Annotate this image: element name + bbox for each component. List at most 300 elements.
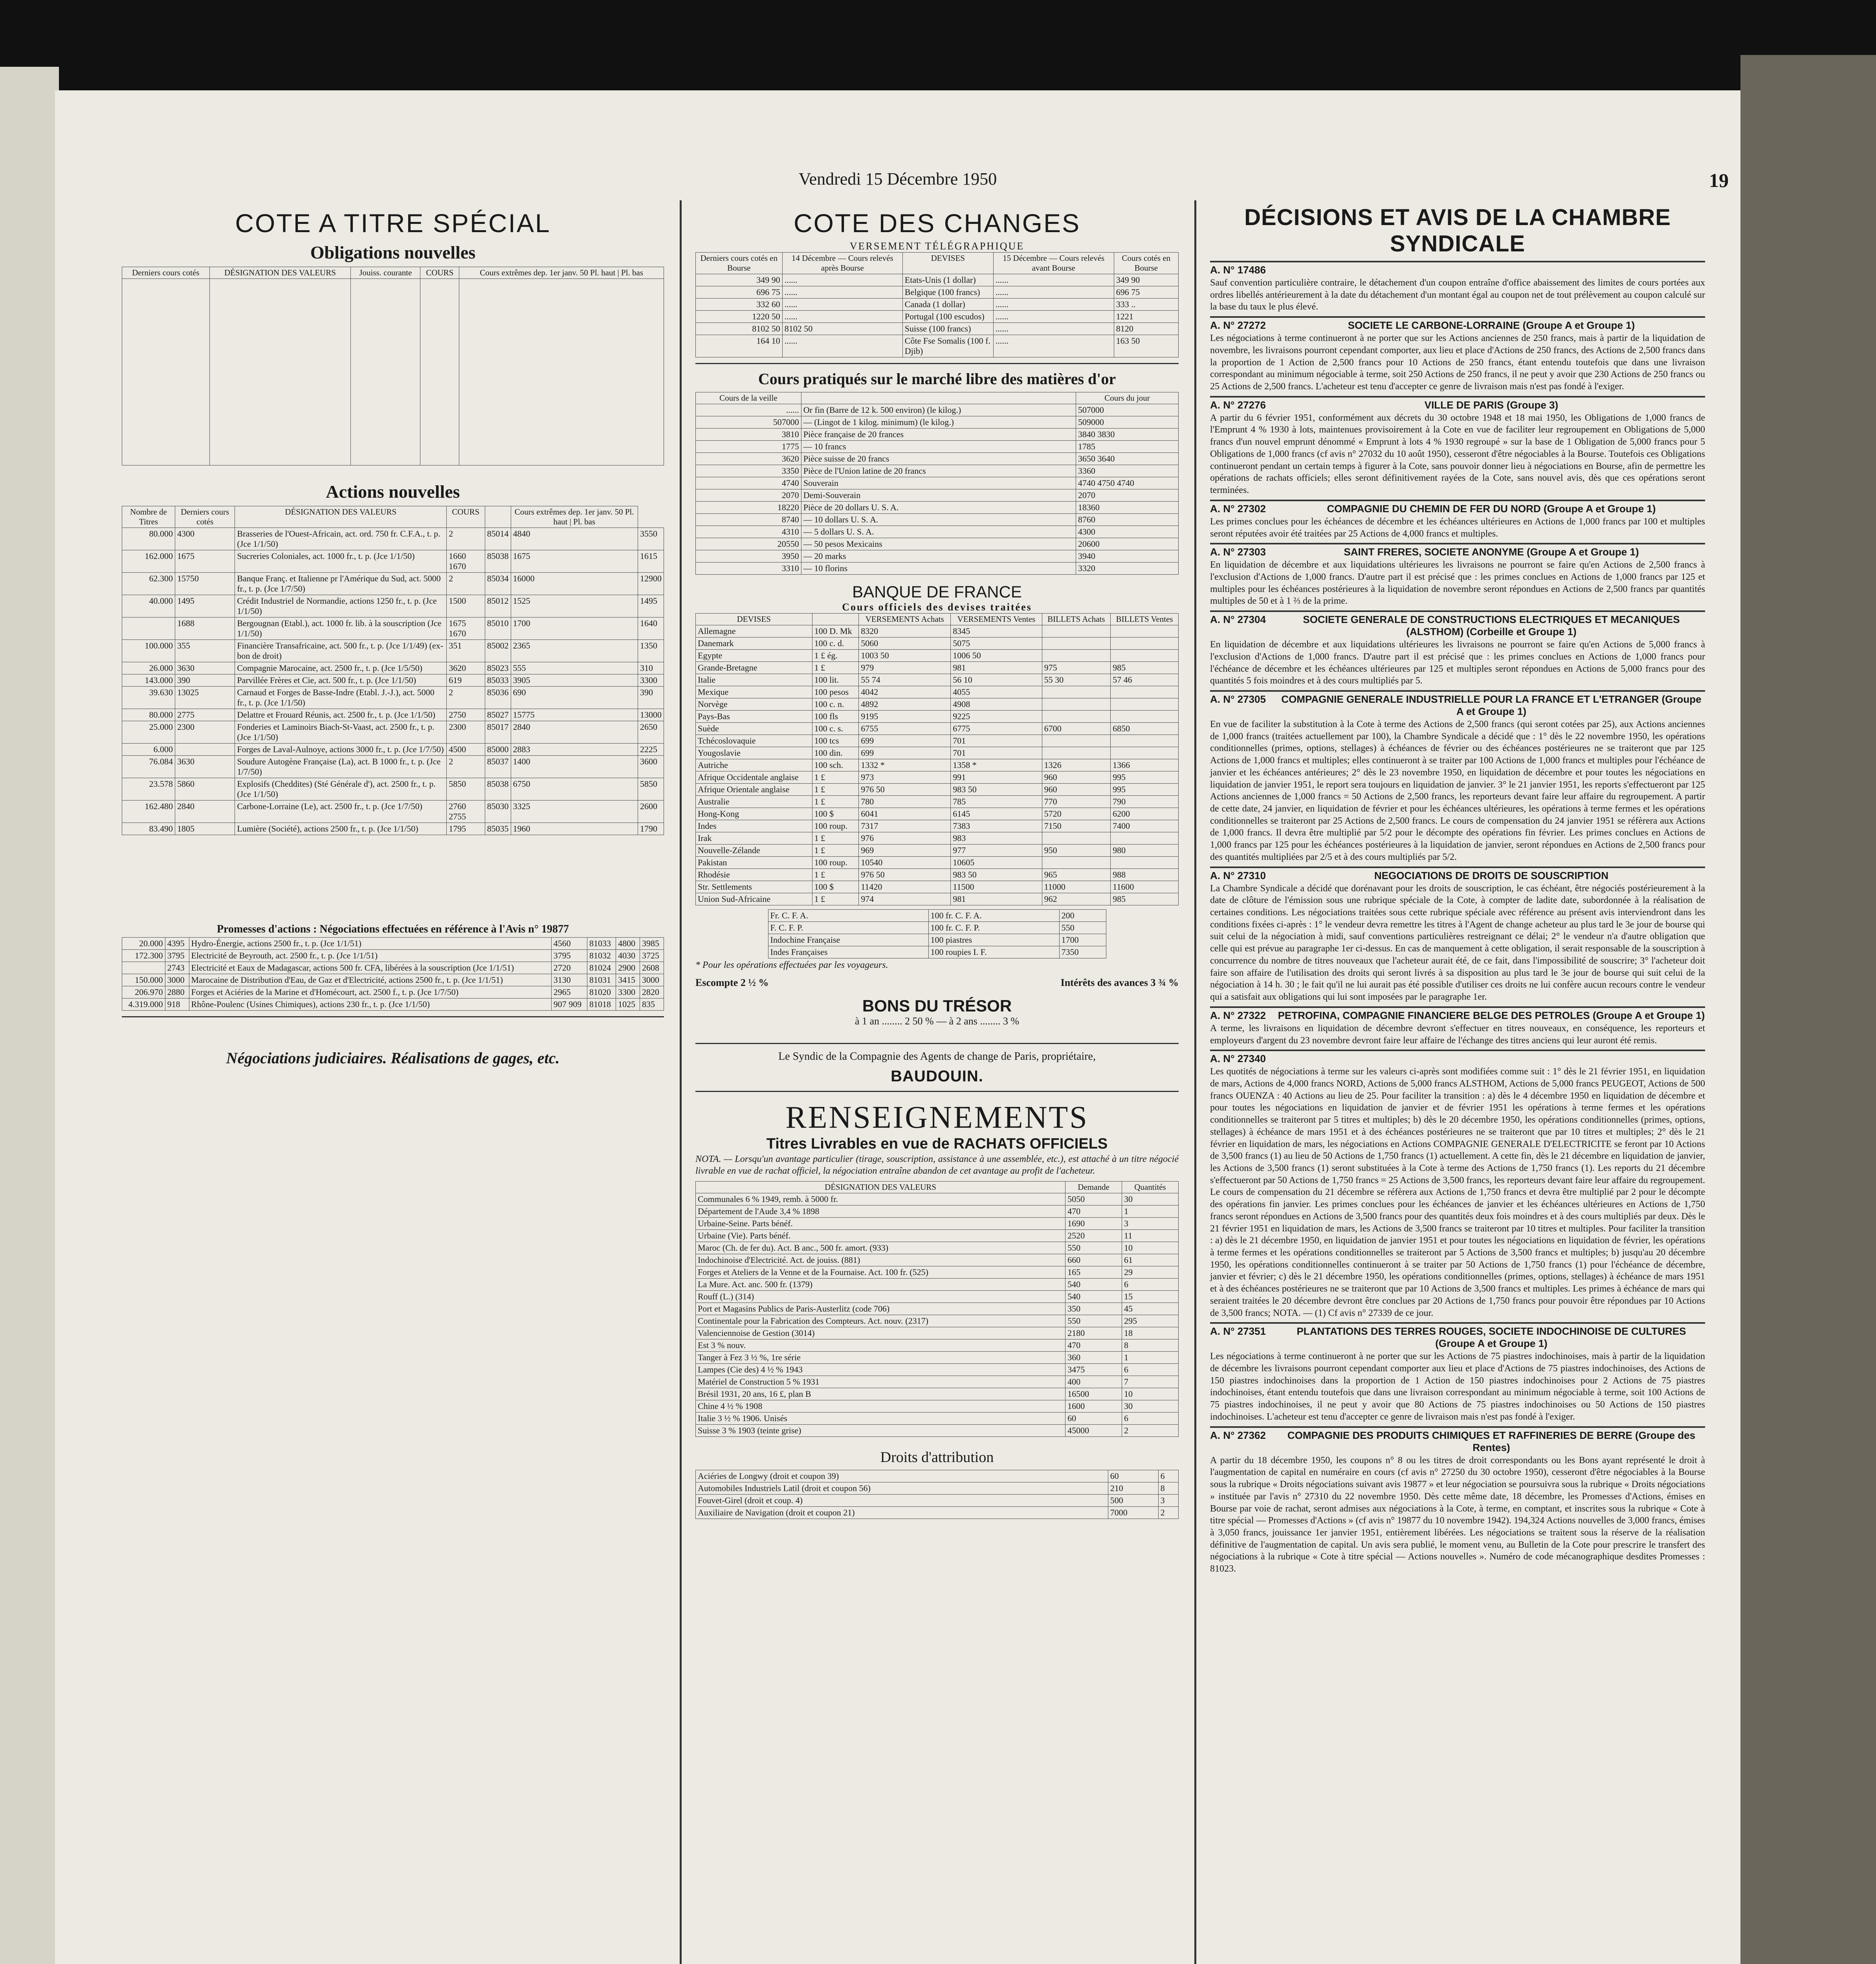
table-row <box>696 711 1179 723</box>
table-cell: Pièce française de 20 frances <box>801 429 1076 441</box>
table-cell: 5850 <box>447 778 485 801</box>
avis-entry <box>1210 1006 1705 1046</box>
table-cell: 80.000 <box>122 528 175 550</box>
table-cell: ...... <box>696 404 801 416</box>
table-cell: Valenciennoise de Gestion (3014) <box>696 1327 1065 1339</box>
table-row <box>122 687 664 709</box>
table-cell: Suède <box>696 723 812 735</box>
table-cell: 3475 <box>1065 1363 1122 1376</box>
table-cell: 1795 <box>447 823 485 835</box>
avis-title: VILLE DE PARIS (Groupe 3) <box>1424 399 1559 411</box>
table-cell: 3630 <box>175 756 235 778</box>
table-cell: 200 <box>1059 910 1106 922</box>
table-row <box>768 946 1106 958</box>
table-cell: — (Lingot de 1 kilog. minimum) (le kilog.) <box>801 416 1076 429</box>
table-cell: 85012 <box>485 595 511 617</box>
table-row <box>122 640 664 662</box>
table-cell: Forges de Laval-Aulnoye, actions 3000 fr., t. p. (Jce 1/7/50) <box>235 744 447 756</box>
table-cell: 960 <box>1042 784 1111 796</box>
table-cell: 2225 <box>638 744 664 756</box>
table-cell: Suisse (100 francs) <box>902 323 993 335</box>
table-row <box>696 698 1179 711</box>
table-cell: 100 $ <box>812 808 859 820</box>
table-cell: 701 <box>951 747 1042 759</box>
table-cell: 977 <box>951 845 1042 857</box>
table-cell: 16500 <box>1065 1388 1122 1400</box>
table-cell: 6850 <box>1111 723 1179 735</box>
column-header <box>812 614 859 625</box>
avis-title: PETROFINA, COMPAGNIE FINANCIERE BELGE DES PETROLES (Groupe A et Groupe 1) <box>1278 1009 1705 1021</box>
changes-subtitle: VERSEMENT TÉLÉGRAPHIQUE <box>849 240 1025 252</box>
table-cell: 1775 <box>696 441 801 453</box>
table-cell: 4908 <box>951 698 1042 711</box>
table-cell: 540 <box>1065 1290 1122 1303</box>
table-cell: 4300 <box>1076 526 1178 538</box>
table-cell: 61 <box>1122 1254 1179 1266</box>
avis-number: A. N° 27351 <box>1210 1325 1266 1337</box>
table-cell: 100 $ <box>812 881 859 893</box>
table-cell: 960 <box>1042 771 1111 784</box>
table-cell: 6200 <box>1111 808 1179 820</box>
table-cell: Sucreries Coloniales, act. 1000 fr., t. p. (Jce 1/1/50) <box>235 550 447 573</box>
table-cell: 4.319.000 <box>122 998 165 1010</box>
table-row <box>696 311 1179 323</box>
avis-text: A partir du 18 décembre 1950, les coupons n° 8 ou les titres de droit correspondants ou les Bons ayant représenté le droit à l'augmentation de capital en numéraire en cours (cf avis n° 27250 du 30 octobre 1950), cesseront d'être négociables à la Bourse sous la rubrique « Droits négociations suivant avis 19877 » et leur négociation se poursuivra sous la rubrique « Droits négociations » instituée par l'avis n° 27310 du 22 novembre 1950. Dès cette même date, 18 décembre, les Promesses d'Actions, émises en Bourse par voie de rachat, seront admises aux négociations à la Cote, à terme, en comptant, et inscrites sous la rubrique « Cote à titre spécial — Promesses d'Actions » (cf avis n° 19877 du 10 novembre 1942). 194,324 Actions nouvelles de 3,000 francs, émises à 3,050 francs, jouissance 1er janvier 1951, entièrement libérées. Les négociations se traitent sous la réserve de la réalisation définitive de l'augmentation de capital. Un avis sera publié, le moment venu, au Bulletin de la Cote pour prescrire le transfert des négociations à la rubrique « Cote à titre spécial — Actions nouvelles ». Numéro de code mécanographique desdites Promesses : 81023. <box>1210 1455 1705 1574</box>
table-cell: 310 <box>638 662 664 674</box>
table-cell: 976 50 <box>859 784 951 796</box>
actions-title: Actions nouvelles <box>326 482 460 502</box>
table-row <box>768 922 1106 934</box>
page-header <box>55 169 1740 192</box>
table-cell: Str. Settlements <box>696 881 812 893</box>
table-cell: 11 <box>1122 1229 1179 1242</box>
table-cell: 1688 <box>175 617 235 640</box>
avis-header <box>1210 1325 1705 1350</box>
table-cell: Indochine Française <box>768 934 928 946</box>
table-cell: 6 <box>1122 1363 1179 1376</box>
table-row <box>696 1278 1179 1290</box>
table-cell: 29 <box>1122 1266 1179 1278</box>
changes-table <box>695 252 1179 357</box>
table-cell: 983 50 <box>951 784 1042 796</box>
table-row <box>696 429 1179 441</box>
table-cell: Fonderies et Laminoirs Biach-St-Vaast, act. 2500 fr., t. p. (Jce 1/1/50) <box>235 721 447 744</box>
table-cell: 210 <box>1108 1482 1158 1494</box>
table-cell <box>1042 698 1111 711</box>
table-cell: Pièce de 20 dollars U. S. A. <box>801 502 1076 514</box>
table-cell <box>1111 650 1179 662</box>
table-cell: 2840 <box>511 721 638 744</box>
table-cell: Hydro-Énergie, actions 2500 fr., t. p. (Jce 1/1/51) <box>189 937 551 949</box>
column-header: VERSEMENTS Ventes <box>951 614 1042 625</box>
table-cell: 1 £ <box>812 845 859 857</box>
table-cell: Côte Fse Somalis (100 f. Djib) <box>902 335 993 357</box>
table-cell: 39.630 <box>122 687 175 709</box>
table-cell: 1 £ <box>812 893 859 905</box>
table-cell <box>1042 625 1111 638</box>
table-cell <box>1042 686 1111 698</box>
table-cell: Crédit Industriel de Normandie, actions 1250 fr., t. p. (Jce 1/1/50) <box>235 595 447 617</box>
table-cell: 13000 <box>638 709 664 721</box>
table-cell: 550 <box>1065 1315 1122 1327</box>
table-cell: ...... <box>782 299 902 311</box>
avis-header <box>1210 319 1705 332</box>
table-row <box>696 416 1179 429</box>
table-cell: 165 <box>1065 1266 1122 1278</box>
avis-header <box>1210 546 1705 558</box>
avis-text: A partir du 6 février 1951, conformément aux décrets du 30 octobre 1948 et 18 mai 1950, les Obligations de 1,000 francs de l'Emprunt 4 % 1930 à lots, maintenues provisoirement à la Cote en vue de faciliter leur regroupement en Obligations de 5,000 francs d'un nouvel emprunt dénommé « Emprunt à lots 4 % 1930 regroupé » sur la base de 1 Obligation de 5,000 francs pour 5 Obligations de 1,000 francs (cf avis n° 27032 du 10 août 1950), cesseront d'être négociables à la Bourse. Toutefois ces Obligations continueront pendant un certain temps à figurer à la Cote, sans pouvoir donner lieu à négociations en Bourse, afin de permettre les opérations de rachats officiels; elles seront définitivement rayées de la Cote, sans nouvel avis, dès que ces opérations seront terminées. <box>1210 412 1705 496</box>
table-cell: 1495 <box>175 595 235 617</box>
table-cell: 699 <box>859 747 951 759</box>
table-row <box>696 1242 1179 1254</box>
table-cell: Brasseries de l'Ouest-Africain, act. ord. 750 fr. C.F.A., t. p. (Jce 1/1/50) <box>235 528 447 550</box>
table-row <box>696 526 1179 538</box>
table-cell: 696 75 <box>1114 286 1178 299</box>
table-cell: 1326 <box>1042 759 1111 771</box>
table-cell: 995 <box>1111 771 1179 784</box>
table-cell <box>1111 625 1179 638</box>
table-cell: Norvège <box>696 698 812 711</box>
table-cell: ...... <box>993 335 1114 357</box>
table-cell: 3950 <box>696 550 801 562</box>
table-cell: 8740 <box>696 514 801 526</box>
table-cell: 1025 <box>616 998 640 1010</box>
table-cell: 1400 <box>511 756 638 778</box>
table-cell: 9195 <box>859 711 951 723</box>
column-header: Derniers cours cotés <box>122 267 210 279</box>
table-cell: 100 roupies I. F. <box>928 946 1059 958</box>
renseignements-subtitle: Titres Livrables en vue de RACHATS OFFICIELS <box>766 1135 1108 1152</box>
table-cell: 100 D. Mk <box>812 625 859 638</box>
table-cell: 6700 <box>1042 723 1111 735</box>
table-row <box>696 1205 1179 1217</box>
table-cell: 80.000 <box>122 709 175 721</box>
table-row <box>122 986 664 998</box>
table-row <box>696 465 1179 477</box>
table-cell: 5860 <box>175 778 235 801</box>
table-cell: Département de l'Aude 3,4 % 1898 <box>696 1205 1065 1217</box>
table-cell: Irak <box>696 832 812 845</box>
table-cell: Rouff (L.) (314) <box>696 1290 1065 1303</box>
table-row <box>696 286 1179 299</box>
table-cell: 4500 <box>447 744 485 756</box>
table-cell: 4740 4750 4740 <box>1076 477 1178 489</box>
table-cell: 985 <box>1111 893 1179 905</box>
table-cell: Pays-Bas <box>696 711 812 723</box>
table-cell: 3600 <box>638 756 664 778</box>
table-cell: 100 c. n. <box>812 698 859 711</box>
column-changes <box>695 200 1179 1964</box>
table-cell: — 10 francs <box>801 441 1076 453</box>
table-cell: 975 <box>1042 662 1111 674</box>
column-header: 15 Décembre — Cours relevés avant Bourse <box>993 253 1114 274</box>
table-cell: 81031 <box>587 974 616 986</box>
table-row <box>696 686 1179 698</box>
table-cell: Belgique (100 francs) <box>902 286 993 299</box>
table-row <box>122 778 664 801</box>
table-cell: 1690 <box>1065 1217 1122 1229</box>
table-cell: 3415 <box>616 974 640 986</box>
table-cell: 150.000 <box>122 974 165 986</box>
banque-title: BANQUE DE FRANCE <box>852 583 1022 601</box>
table-cell: 100 pesos <box>812 686 859 698</box>
table-cell: 6750 <box>511 778 638 801</box>
table-cell: 2743 <box>165 962 189 974</box>
table-cell <box>1111 857 1179 869</box>
avis-header <box>1210 1429 1705 1454</box>
table-cell: 81032 <box>587 949 616 962</box>
table-cell: 3300 <box>616 986 640 998</box>
table-cell: 85035 <box>485 823 511 835</box>
droits-title: Droits d'attribution <box>880 1449 994 1466</box>
promesses-title: Promesses d'actions : Négociations effectuées en référence à l'Avis n° 19877 <box>216 923 569 935</box>
table-row <box>696 274 1179 286</box>
table-cell: 10605 <box>951 857 1042 869</box>
table-cell: 400 <box>1065 1376 1122 1388</box>
table-row <box>696 650 1179 662</box>
table-cell: 2070 <box>696 489 801 502</box>
column-rule <box>680 200 682 1964</box>
table-cell: 965 <box>1042 869 1111 881</box>
table-row <box>122 709 664 721</box>
table-row <box>122 949 664 962</box>
table-cell: Financière Transafricaine, act. 500 fr., t. p. (Jce 1/1/49) (ex-bon de droit) <box>235 640 447 662</box>
table-cell: ...... <box>993 299 1114 311</box>
table-cell: 1221 <box>1114 311 1178 323</box>
column-header: DÉSIGNATION DES VALEURS <box>209 267 351 279</box>
table-cell: 1785 <box>1076 441 1178 453</box>
table-cell: 57 46 <box>1111 674 1179 686</box>
table-row <box>122 998 664 1010</box>
table-cell: 83.490 <box>122 823 175 835</box>
table-cell: 835 <box>640 998 664 1010</box>
table-cell: Danemark <box>696 638 812 650</box>
bons-title: BONS DU TRÉSOR <box>862 996 1012 1015</box>
table-cell: 5720 <box>1042 808 1111 820</box>
table-cell <box>1042 747 1111 759</box>
table-cell: 2760 2755 <box>447 801 485 823</box>
table-cell: 85034 <box>485 573 511 595</box>
column-header: DEVISES <box>902 253 993 274</box>
table-cell: 85017 <box>485 721 511 744</box>
table-cell: 349 90 <box>1114 274 1178 286</box>
table-cell: ...... <box>782 274 902 286</box>
escompte: Escompte 2 ½ % <box>695 977 769 988</box>
table-cell: 4740 <box>696 477 801 489</box>
table-row <box>696 1327 1179 1339</box>
avis-title: COMPAGNIE GENERALE INDUSTRIELLE POUR LA FRANCE ET L'ETRANGER (Groupe A et Groupe 1) <box>1281 693 1702 717</box>
table-cell: 10 <box>1122 1242 1179 1254</box>
column-header: Nombre de Titres <box>122 506 175 528</box>
table-cell: — 20 marks <box>801 550 1076 562</box>
table-cell: 2750 <box>447 709 485 721</box>
table-row <box>768 910 1106 922</box>
table-cell: 3310 <box>696 562 801 575</box>
table-cell: Delattre et Frouard Réunis, act. 2500 fr., t. p. (Jce 1/1/50) <box>235 709 447 721</box>
table-cell: 85038 <box>485 550 511 573</box>
table-cell: 1 £ <box>812 771 859 784</box>
table-cell: 2520 <box>1065 1229 1122 1242</box>
column-header: BILLETS Achats <box>1042 614 1111 625</box>
table-row <box>696 514 1179 526</box>
table-row <box>696 404 1179 416</box>
table-cell: 690 <box>511 687 638 709</box>
table-cell: 785 <box>951 796 1042 808</box>
table-cell: 4310 <box>696 526 801 538</box>
table-cell: 7400 <box>1111 820 1179 832</box>
table-row <box>696 662 1179 674</box>
table-cell: 3000 <box>640 974 664 986</box>
table-cell: 100 piastres <box>928 934 1059 946</box>
table-cell: 3840 3830 <box>1076 429 1178 441</box>
table-cell: 3350 <box>696 465 801 477</box>
table-row <box>696 638 1179 650</box>
table-cell: Chine 4 ½ % 1908 <box>696 1400 1065 1412</box>
table-cell: 85030 <box>485 801 511 823</box>
table-cell: Afrique Occidentale anglaise <box>696 771 812 784</box>
table-cell: Bergougnan (Etabl.), act. 1000 fr. lib. à la souscription (Jce 1/1/50) <box>235 617 447 640</box>
table-cell: 6 <box>1122 1412 1179 1424</box>
avis-entry <box>1210 1050 1705 1319</box>
table-cell: 790 <box>1111 796 1179 808</box>
table-cell: 976 <box>859 832 951 845</box>
table-cell: 85038 <box>485 778 511 801</box>
table-cell: 699 <box>859 735 951 747</box>
table-row <box>122 823 664 835</box>
table-cell: Electricité et Eaux de Madagascar, actions 500 fr. CFA, libérées à la souscription (Jce 1/1/51) <box>189 962 551 974</box>
avis-text: A terme, les livraisons en liquidation de décembre devront s'effectuer en titres nouveaux, en conséquence, les reporteurs et employeurs d'argent du 23 novembre devront faire leur affaire de l'échange des titres anciens qui leur auront été remis. <box>1210 1023 1705 1046</box>
obligations-table <box>122 267 664 465</box>
table-cell: 6 <box>1122 1278 1179 1290</box>
table-cell: 3 <box>1158 1494 1178 1506</box>
table-cell: 2650 <box>638 721 664 744</box>
table-row <box>696 562 1179 575</box>
avances: Intérêts des avances 3 ¾ % <box>1060 977 1179 988</box>
table-cell: Egypte <box>696 650 812 662</box>
table-cell: 8102 50 <box>696 323 783 335</box>
table-cell: 8 <box>1158 1482 1178 1494</box>
table-cell: 8345 <box>951 625 1042 638</box>
avis-entry <box>1210 867 1705 1003</box>
table-cell: Forges et Aciéries de la Marine et d'Homécourt, act. 2500 f., t. p. (Jce 1/7/50) <box>189 986 551 998</box>
table-cell: 85002 <box>485 640 511 662</box>
actions-table <box>122 506 664 835</box>
column-header: Cours extrêmes dep. 1er janv. 50 Pl. haut | Pl. bas <box>459 267 664 279</box>
avis-number: A. N° 27362 <box>1210 1429 1266 1441</box>
table-cell: 18220 <box>696 502 801 514</box>
avis-title: COMPAGNIE DES PRODUITS CHIMIQUES ET RAFFINERIES DE BERRE (Groupe des Rentes) <box>1287 1429 1696 1453</box>
avis-header <box>1210 614 1705 638</box>
avis-text: En vue de faciliter la substitution à la Cote à terme des Actions de 2,500 francs (qui seront cotées par 25), aux Actions anciennes de 1,000 francs (traitées actuellement par 100), la Chambre Syndicale a décidé que : 1° dès le 22 novembre 1950, les opérations conditionnelles (primes, options, stellages) à échéances de février ou des échéances postérieures ne se traiteront que par 125 Actions de 1,000 francs et multiples; elles continueront à se traiter par 100 Actions de 1,000 francs et multiples pour l'échéance de janvier et les échéances antérieures; 2° dès le 23 novembre 1950, en liquidation de décembre et pour toutes les négociations en liquidation de janvier 1951, le report sera toujours en liquidation de janvier. 3° le 21 janvier 1951, les reports s'effectueront par 125 Actions anciennes de 1,000 francs = 50 Actions de 2,500 francs, les reporteurs devant faire leur affaire du regroupement. A partir de cette date, 24 janvier, en liquidation de février et pour les échéances ultérieures, les opérations à terme fermes et les opérations conditionnelles se traiteront par 25 Actions de 2,500 francs. Le cours de compensation du 24 janvier 1951 se réfèrera aux Actions de 1,000 francs. Il devra être multiplié par 5/2 pour le décompte des opérations fin février. Les primes conclues en Actions de 1,000 francs par 125 pour les échéances postérieures à la liquidation de janvier, seront répondues en Actions de 2,500 francs pour des quantités multipliées par 2/5 et à des cours multipliés par 5/2. <box>1210 719 1705 862</box>
table-cell: 60 <box>1065 1412 1122 1424</box>
table-cell: Compagnie Marocaine, act. 2500 fr., t. p. (Jce 1/5/50) <box>235 662 447 674</box>
table-row <box>696 723 1179 735</box>
table-cell: 162.000 <box>122 550 175 573</box>
table-row <box>696 1494 1179 1506</box>
table-cell: 85037 <box>485 756 511 778</box>
table-cell: 76.084 <box>122 756 175 778</box>
table-cell: 2965 <box>551 986 587 998</box>
table-cell: 349 90 <box>696 274 783 286</box>
table-cell: 164 10 <box>696 335 783 357</box>
table-row <box>696 1400 1179 1412</box>
table-row <box>696 477 1179 489</box>
rachats-table <box>695 1181 1179 1437</box>
avis-entry <box>1210 1322 1705 1423</box>
table-cell: Communales 6 % 1949, remb. à 5000 fr. <box>696 1193 1065 1205</box>
promesses-table <box>122 937 664 1011</box>
table-cell: 6.000 <box>122 744 175 756</box>
table-cell: 3325 <box>511 801 638 823</box>
table-cell: 100 lit. <box>812 674 859 686</box>
table-row <box>696 784 1179 796</box>
table-cell: 360 <box>1065 1351 1122 1363</box>
table-cell: — 5 dollars U. S. A. <box>801 526 1076 538</box>
table-cell: 470 <box>1065 1339 1122 1351</box>
table-cell: Fouvet-Girel (droit et coup. 4) <box>696 1494 1108 1506</box>
table-cell: 3725 <box>640 949 664 962</box>
table-cell: 2 <box>1158 1506 1178 1519</box>
table-cell: 81020 <box>587 986 616 998</box>
table-cell: 13025 <box>175 687 235 709</box>
table-cell: 988 <box>1111 869 1179 881</box>
page-number: 19 <box>1709 169 1729 191</box>
table-cell: 3795 <box>551 949 587 962</box>
column-header: Cours de la veille <box>696 392 801 404</box>
table-cell: Mexique <box>696 686 812 698</box>
table-cell: 1 £ <box>812 869 859 881</box>
table-cell: Electricité de Beyrouth, act. 2500 fr., t. p. (Jce 1/1/51) <box>189 949 551 962</box>
table-cell: Indochinoise d'Electricité. Act. de jouiss. (881) <box>696 1254 1065 1266</box>
table-cell: Carbone-Lorraine (Le), act. 2500 fr., t. p. (Jce 1/7/50) <box>235 801 447 823</box>
table-cell: Urbaine-Seine. Parts bénéf. <box>696 1217 1065 1229</box>
table-cell: 1675 <box>175 550 235 573</box>
avis-title: PLANTATIONS DES TERRES ROUGES, SOCIETE INDOCHINOISE DE CULTURES (Groupe A et Groupe 1) <box>1297 1325 1686 1350</box>
table-cell: 85036 <box>485 687 511 709</box>
table-cell: 7350 <box>1059 946 1106 958</box>
table-cell: 1358 * <box>951 759 1042 771</box>
table-cell: 907 909 <box>551 998 587 1010</box>
table-cell: 100 c. s. <box>812 723 859 735</box>
changes-title: COTE DES CHANGES <box>793 209 1081 238</box>
table-cell: 3810 <box>696 429 801 441</box>
table-cell: 770 <box>1042 796 1111 808</box>
table-cell: 100 din. <box>812 747 859 759</box>
table-cell: 974 <box>859 893 951 905</box>
table-cell: Parvillée Frères et Cie, act. 500 fr., t. p. (Jce 1/1/50) <box>235 674 447 687</box>
table-cell: Pakistan <box>696 857 812 869</box>
table-cell: 1640 <box>638 617 664 640</box>
table-cell: 30 <box>1122 1193 1179 1205</box>
table-cell: 1003 50 <box>859 650 951 662</box>
table-cell: 2 <box>447 573 485 595</box>
table-cell: 100 roup. <box>812 857 859 869</box>
droits-table <box>695 1470 1179 1519</box>
table-cell: ...... <box>993 311 1114 323</box>
table-row <box>696 1363 1179 1376</box>
table-cell: 7000 <box>1108 1506 1158 1519</box>
avis-entry <box>1210 610 1705 687</box>
table-cell: — 10 florins <box>801 562 1076 575</box>
table-cell: 1 £ <box>812 796 859 808</box>
table-cell: 15750 <box>175 573 235 595</box>
table-cell: 350 <box>1065 1303 1122 1315</box>
obligations-title: Obligations nouvelles <box>310 242 476 262</box>
table-cell: 100 fls <box>812 711 859 723</box>
table-cell: 3940 <box>1076 550 1178 562</box>
table-cell: Maroc (Ch. de fer du). Act. B anc., 500 fr. amort. (933) <box>696 1242 1065 1254</box>
table-cell: Aciéries de Longwy (droit et coupon 39) <box>696 1470 1108 1482</box>
